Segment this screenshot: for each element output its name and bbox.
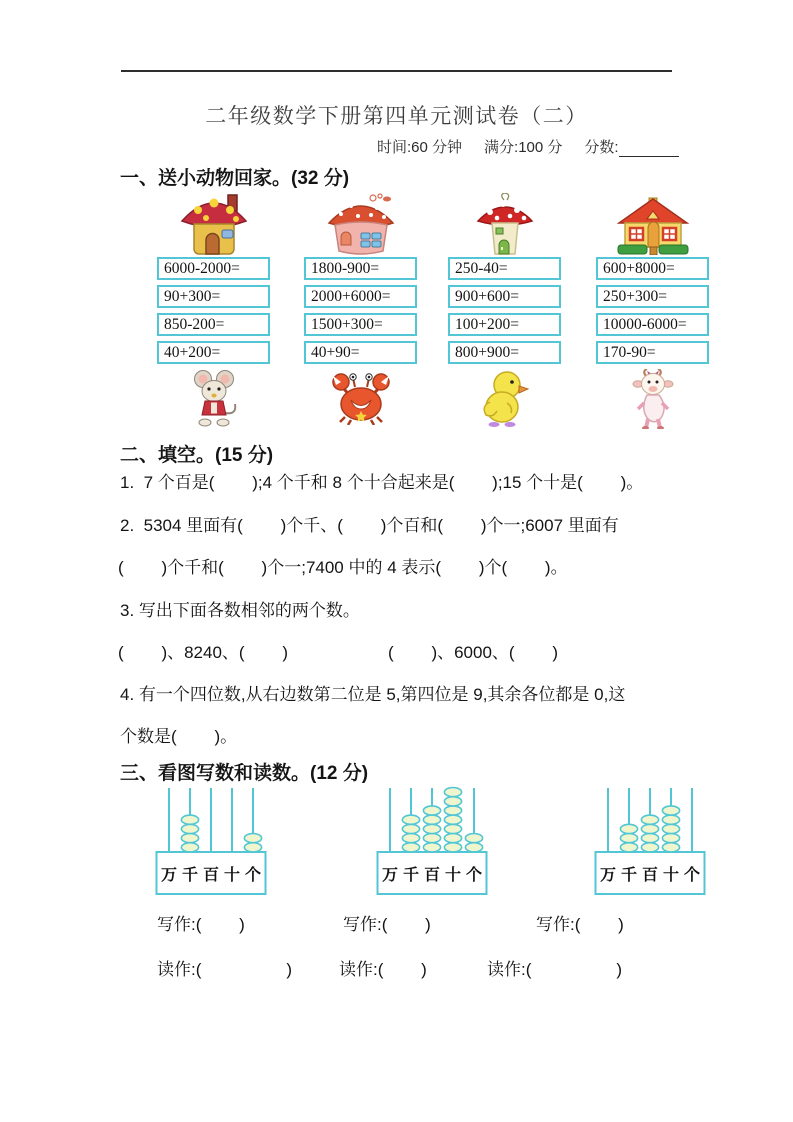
chick-icon <box>477 369 533 427</box>
house-slot <box>157 191 270 255</box>
answer-box: 170-90= <box>596 341 709 364</box>
svg-text:千: 千 <box>402 867 420 884</box>
svg-text:个: 个 <box>244 867 262 884</box>
toadstool-house-icon <box>470 193 540 255</box>
answer-box: 100+200= <box>448 313 561 336</box>
full-score-label: 满分:100 分 <box>484 139 563 156</box>
svg-text:万: 万 <box>381 867 399 884</box>
svg-text:万: 万 <box>160 867 178 884</box>
section3-heading: 三、看图写数和读数。(12 分) <box>120 763 369 784</box>
fill-blank-item-3: 3. 写出下面各数相邻的两个数。 <box>120 601 360 620</box>
read-as-blank-2: 读作:( ) <box>339 960 427 979</box>
score-blank-line <box>619 142 679 157</box>
house-slot <box>448 191 561 255</box>
time-label: 时间:60 分钟 <box>377 139 463 156</box>
answer-box: 850-200= <box>157 313 270 336</box>
neighbor-numbers-blank-b: ( )、6000、( ) <box>388 643 559 662</box>
fill-blank-item-4-line-1: 4. 有一个四位数,从右边数第二位是 5,第四位是 9,其余各位都是 0,这 <box>120 685 626 704</box>
problem-column-3 <box>448 191 561 429</box>
answer-box: 6000-2000= <box>157 257 270 280</box>
answer-box: 900+600= <box>448 285 561 308</box>
problem-column-2 <box>304 191 417 429</box>
answer-box: 600+8000= <box>596 257 709 280</box>
svg-text:个: 个 <box>683 867 701 884</box>
answer-box: 250+300= <box>596 285 709 308</box>
answer-box: 250-40= <box>448 257 561 280</box>
answer-box: 90+300= <box>157 285 270 308</box>
svg-text:百: 百 <box>641 867 659 884</box>
write-as-blank-2: 写作:( ) <box>343 915 431 934</box>
answer-box: 40+200= <box>157 341 270 364</box>
svg-text:个: 个 <box>465 867 483 884</box>
fill-blank-item-1: 1. 7 个百是( );4 个千和 8 个十合起来是( );15 个十是( )。 <box>120 473 644 492</box>
answer-box: 10000-6000= <box>596 313 709 336</box>
read-as-blank-3: 读作:( ) <box>487 960 623 979</box>
mouse-icon <box>187 369 241 427</box>
write-as-blank-1: 写作:( ) <box>157 915 245 934</box>
svg-text:百: 百 <box>202 867 220 884</box>
section2-heading: 二、填空。(15 分) <box>120 445 274 466</box>
mushroom-house-yellow-dots-icon <box>172 193 256 255</box>
house-slot <box>304 191 417 255</box>
fill-blank-item-2-line-2: ( )个千和( )个一;7400 中的 4 表示( )个( )。 <box>118 558 568 577</box>
section1-heading: 一、送小动物回家。(32 分) <box>120 168 350 189</box>
fill-blank-item-2-line-1: 2. 5304 里面有( )个千、( )个百和( )个一;6007 里面有 <box>120 516 619 535</box>
svg-text:十: 十 <box>223 867 241 884</box>
abacus-diagram-1 <box>155 786 267 896</box>
animal-slot <box>157 369 270 429</box>
answer-box: 2000+6000= <box>304 285 417 308</box>
neighbor-numbers-blank-a: ( )、8240、( ) <box>118 643 289 662</box>
answer-box: 1800-900= <box>304 257 417 280</box>
abacus-diagram-2 <box>376 786 488 896</box>
svg-text:千: 千 <box>620 867 638 884</box>
animal-slot <box>596 369 709 429</box>
problem-column-4 <box>596 191 709 429</box>
answer-box: 40+90= <box>304 341 417 364</box>
fill-blank-item-4-line-2: 个数是( )。 <box>120 727 238 746</box>
top-divider <box>121 70 672 72</box>
cottage-house-icon <box>611 195 695 255</box>
answer-box: 800+900= <box>448 341 561 364</box>
read-as-blank-1: 读作:( ) <box>157 960 293 979</box>
mushroom-house-pink-icon <box>321 193 401 255</box>
score-label: 分数: <box>584 139 619 156</box>
animal-slot <box>448 369 561 429</box>
svg-text:万: 万 <box>599 867 617 884</box>
svg-text:百: 百 <box>423 867 441 884</box>
svg-text:十: 十 <box>662 867 680 884</box>
animal-slot <box>304 369 417 429</box>
abacus-diagram-3 <box>594 786 706 896</box>
svg-text:十: 十 <box>444 867 462 884</box>
answer-box: 1500+300= <box>304 313 417 336</box>
problem-column-1 <box>157 191 270 429</box>
svg-text:千: 千 <box>181 867 199 884</box>
page-title: 二年级数学下册第四单元测试卷（二） <box>205 104 588 128</box>
write-as-blank-3: 写作:( ) <box>536 915 624 934</box>
goat-icon <box>628 369 678 429</box>
house-slot <box>596 191 709 255</box>
paper-meta <box>377 136 679 157</box>
crab-icon <box>329 369 393 425</box>
